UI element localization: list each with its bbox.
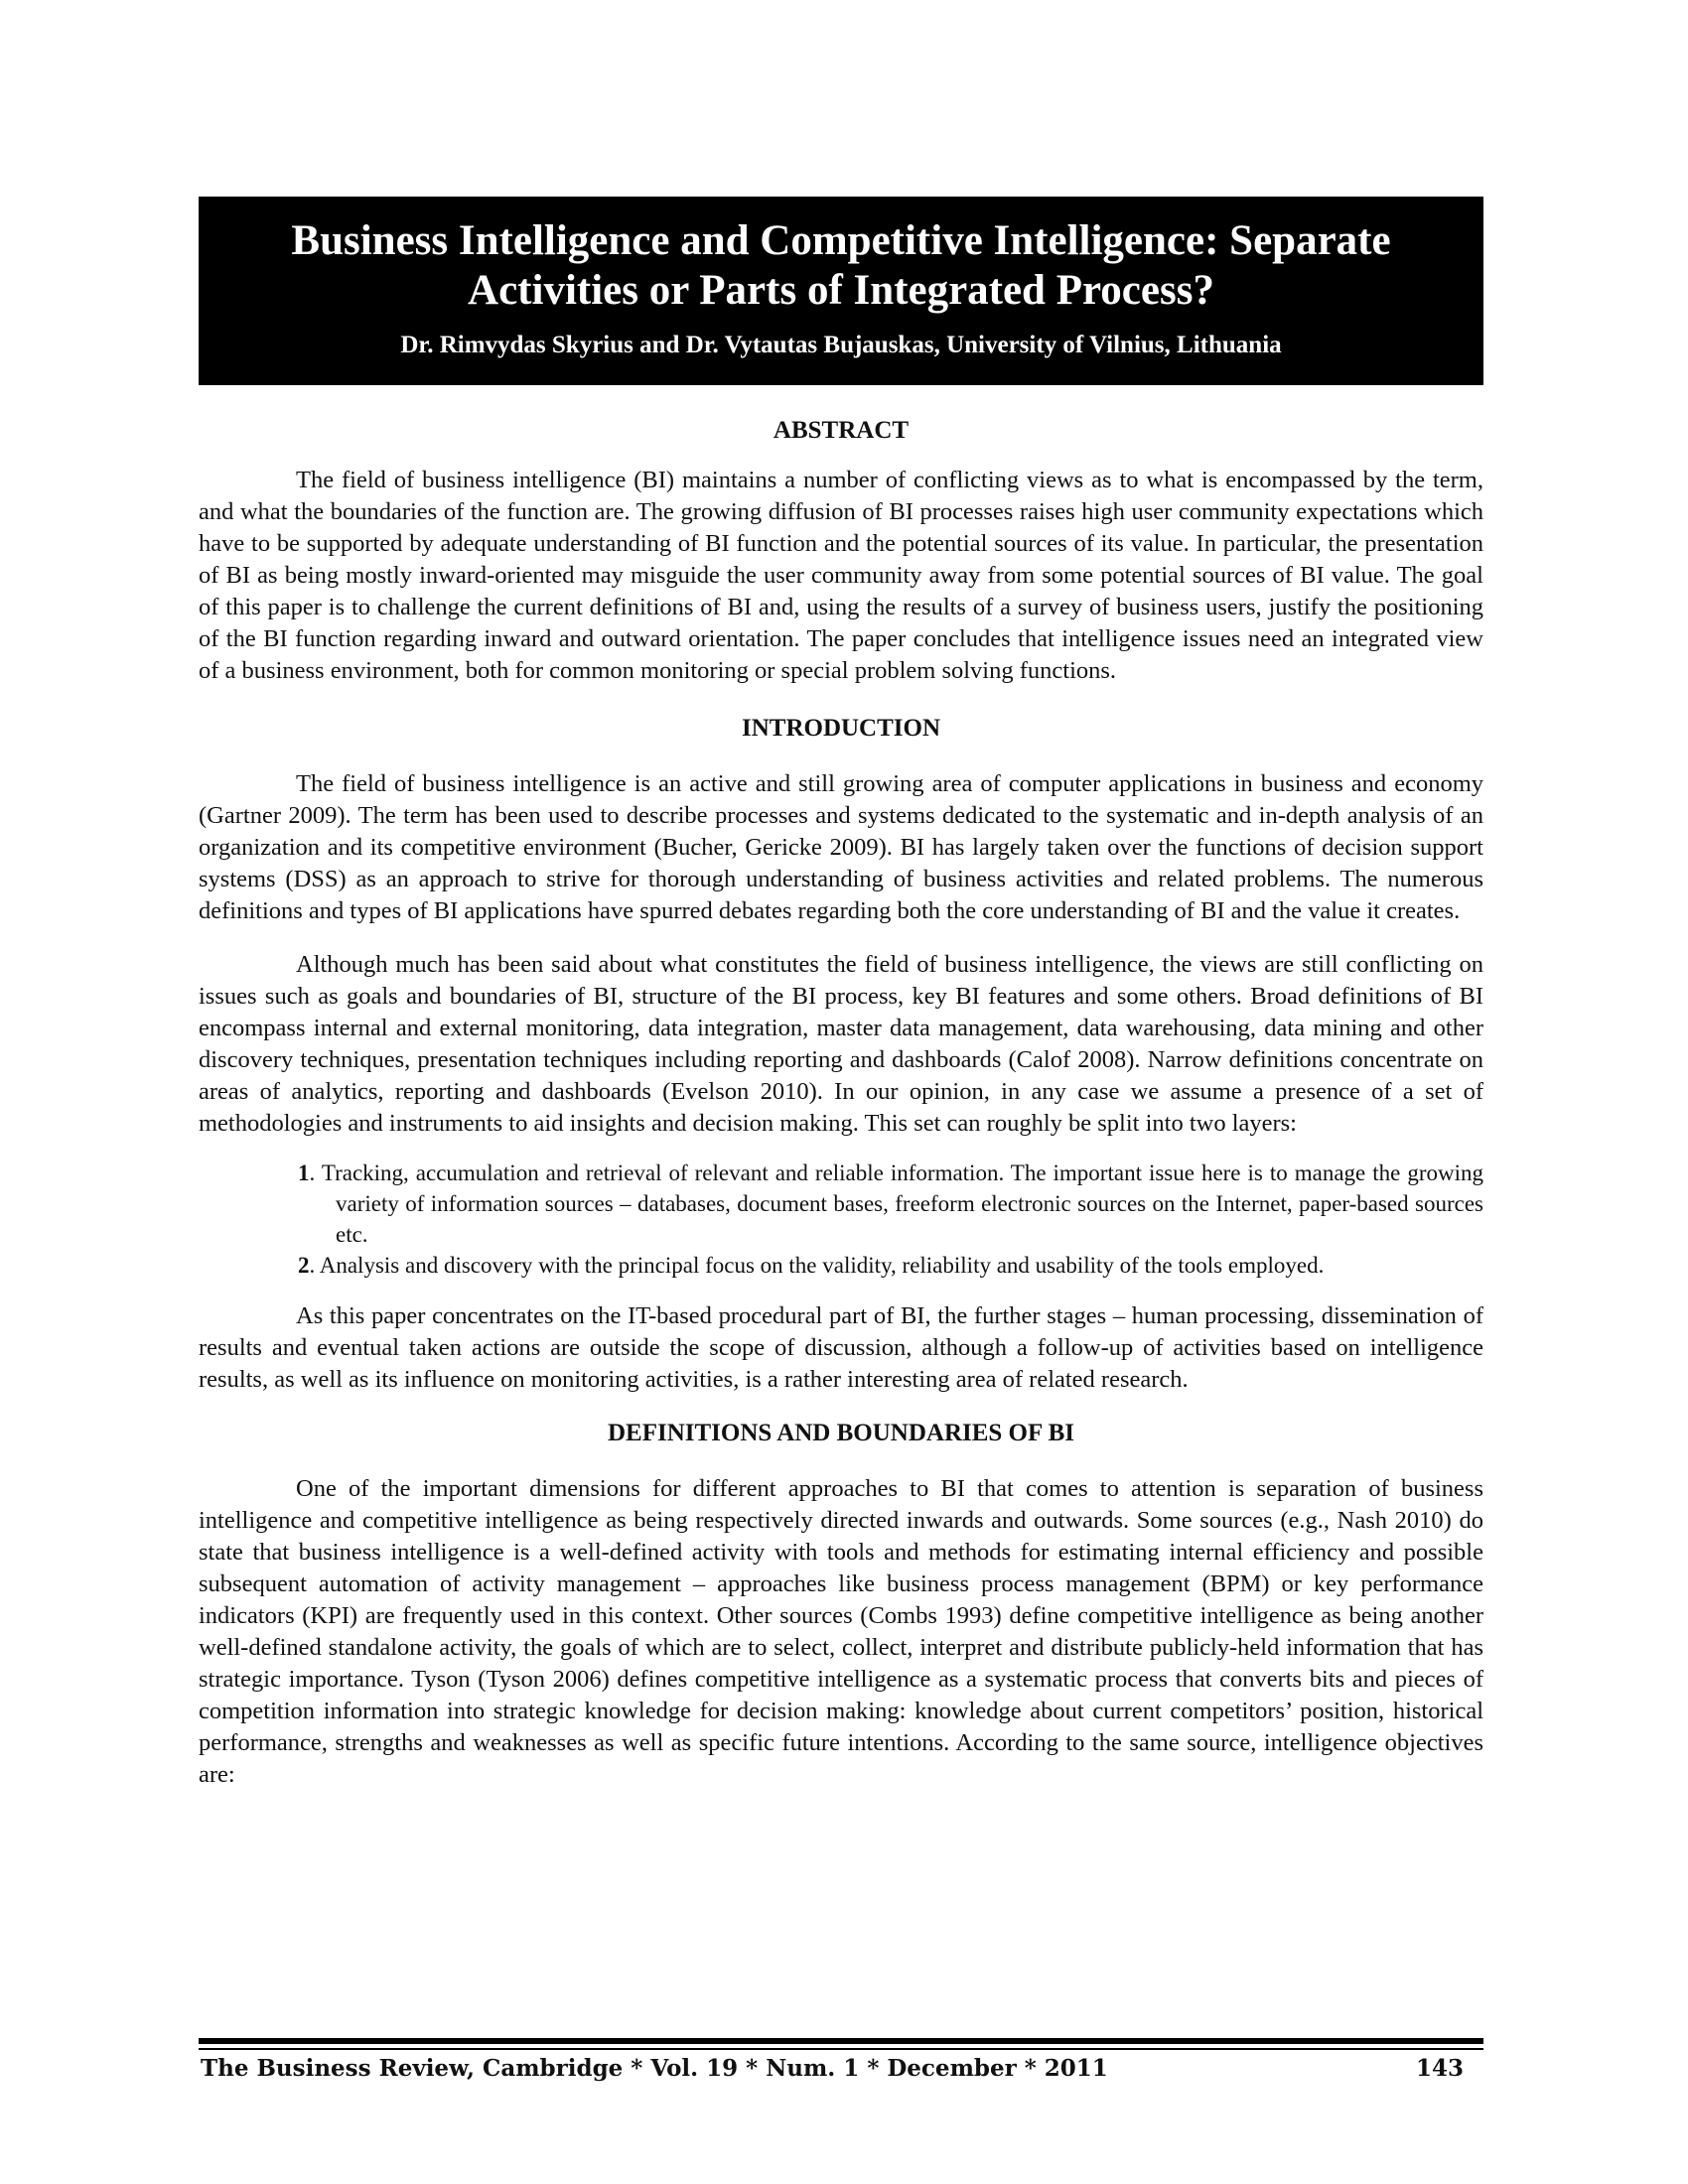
introduction-paragraph-2: Although much has been said about what constitutes the field of business intelligence, the views are still conflicting on issues such as goals and boundaries of BI, structure of the BI process, key BI features and some others. Broad definitions of BI encompass internal and external monitoring, data integration, master data management, data warehousing, data mining and other discovery techniques, presentation techniques including reporting and dashboards (Calof 2008). Narrow definitions concentrate on areas of analytics, reporting and dashboards (Evelson 2010). In our opinion, in any case we assume a presence of a set of methodologies and instruments to aid insights and decision making. This set can roughly be split into two layers: <box>199 951 1483 1137</box>
introduction-paragraph-1: The field of business intelligence is an active and still growing area of computer applications in business and economy (Gartner 2009). The term has been used to describe processes and systems dedicated to the systematic and in-depth analysis of an organization and its competitive environment (Bucher, Gericke 2009). BI has largely taken over the functions of decision support systems (DSS) as an approach to strive for thorough understanding of business activities and related problems. The numerous definitions and types of BI applications have spurred debates regarding both the core understanding of BI and the value it creates. <box>199 770 1483 924</box>
paper-authors: Dr. Rimvydas Skyrius and Dr. Vytautas Bujauskas, University of Vilnius, Lithuania <box>400 332 1282 358</box>
list-item-text: Analysis and discovery with the principal focus on the validity, reliability and usability of the tools employed. <box>319 1253 1325 1278</box>
title-banner <box>199 197 1483 385</box>
definitions-heading: DEFINITIONS AND BOUNDARIES OF BI <box>608 1420 1074 1446</box>
layers-list <box>199 1158 1483 1281</box>
paper-title: Business Intelligence and Competitive Intelligence: Separate Activities or Parts of Integrated Process? <box>291 217 1391 314</box>
introduction-paragraph-3: As this paper concentrates on the IT-based procedural part of BI, the further stages – human processing, dissemination of results and eventual taken actions are outside the scope of discussion, although a follow-up of activities based on intelligence results, as well as its influence on monitoring activities, is a rather interesting area of related research. <box>199 1302 1483 1393</box>
list-item-number: 1 <box>298 1160 310 1185</box>
abstract-heading: ABSTRACT <box>773 417 910 444</box>
paper-page <box>199 197 1483 1791</box>
list-item: 1. Tracking, accumulation and retrieval of relevant and reliable information. The important issue here is to manage the growing variety of information sources – databases, document bases, freeform electronic sources on the Internet, paper-based sources etc. <box>298 1160 1483 1247</box>
journal-citation: The Business Review, Cambridge * Vol. 19 * Num. 1 * December * 2011 <box>201 2055 1108 2082</box>
footer-rule <box>199 2038 1483 2044</box>
abstract-text: The field of business intelligence (BI) maintains a number of conflicting views as to what is encompassed by the term, and what the boundaries of the function are. The growing diffusion of BI processes raises high user community expectations which have to be supported by adequate understanding of BI function and the potential sources of its value. In particular, the presentation of BI as being mostly inward-oriented may misguide the user community away from some potential sources of BI value. The goal of this paper is to challenge the current definitions of BI and, using the results of a survey of business users, justify the positioning of the BI function regarding inward and outward orientation. The paper concludes that intelligence issues need an integrated view of a business environment, both for common monitoring or special problem solving functions. <box>199 467 1483 684</box>
definitions-paragraph-1: One of the important dimensions for different approaches to BI that comes to attention is separation of business intelligence and competitive intelligence as being respectively directed inwards and outwards. Some sources (e.g., Nash 2010) do state that business intelligence is a well-defined activity with tools and methods for estimating internal efficiency and possible subsequent automation of activity management – approaches like business process management (BPM) or key performance indicators (KPI) are frequently used in this context. Other sources (Combs 1993) define competitive intelligence as being another well-defined standalone activity, the goals of which are to select, collect, interpret and distribute publicly-held information that has strategic importance. Tyson (Tyson 2006) defines competitive intelligence as a systematic process that converts bits and pieces of competition information into strategic knowledge for decision making: knowledge about current competitors’ position, historical performance, strengths and weaknesses as well as specific future intentions. According to the same source, intelligence objectives are: <box>199 1475 1483 1788</box>
page-number: 143 <box>1415 2055 1464 2082</box>
introduction-heading: INTRODUCTION <box>741 715 941 742</box>
list-item-number: 2 <box>298 1253 310 1278</box>
list-item: 2. Analysis and discovery with the principal focus on the validity, reliability and usability of the tools employed. <box>298 1253 1325 1278</box>
list-item-text: Tracking, accumulation and retrieval of relevant and reliable information. The important issue here is to manage the growing variety of information sources – databases, document bases, freeform electronic sources on the Internet, paper-based sources etc. <box>321 1160 1483 1247</box>
footer-rule-thin <box>199 2048 1483 2050</box>
